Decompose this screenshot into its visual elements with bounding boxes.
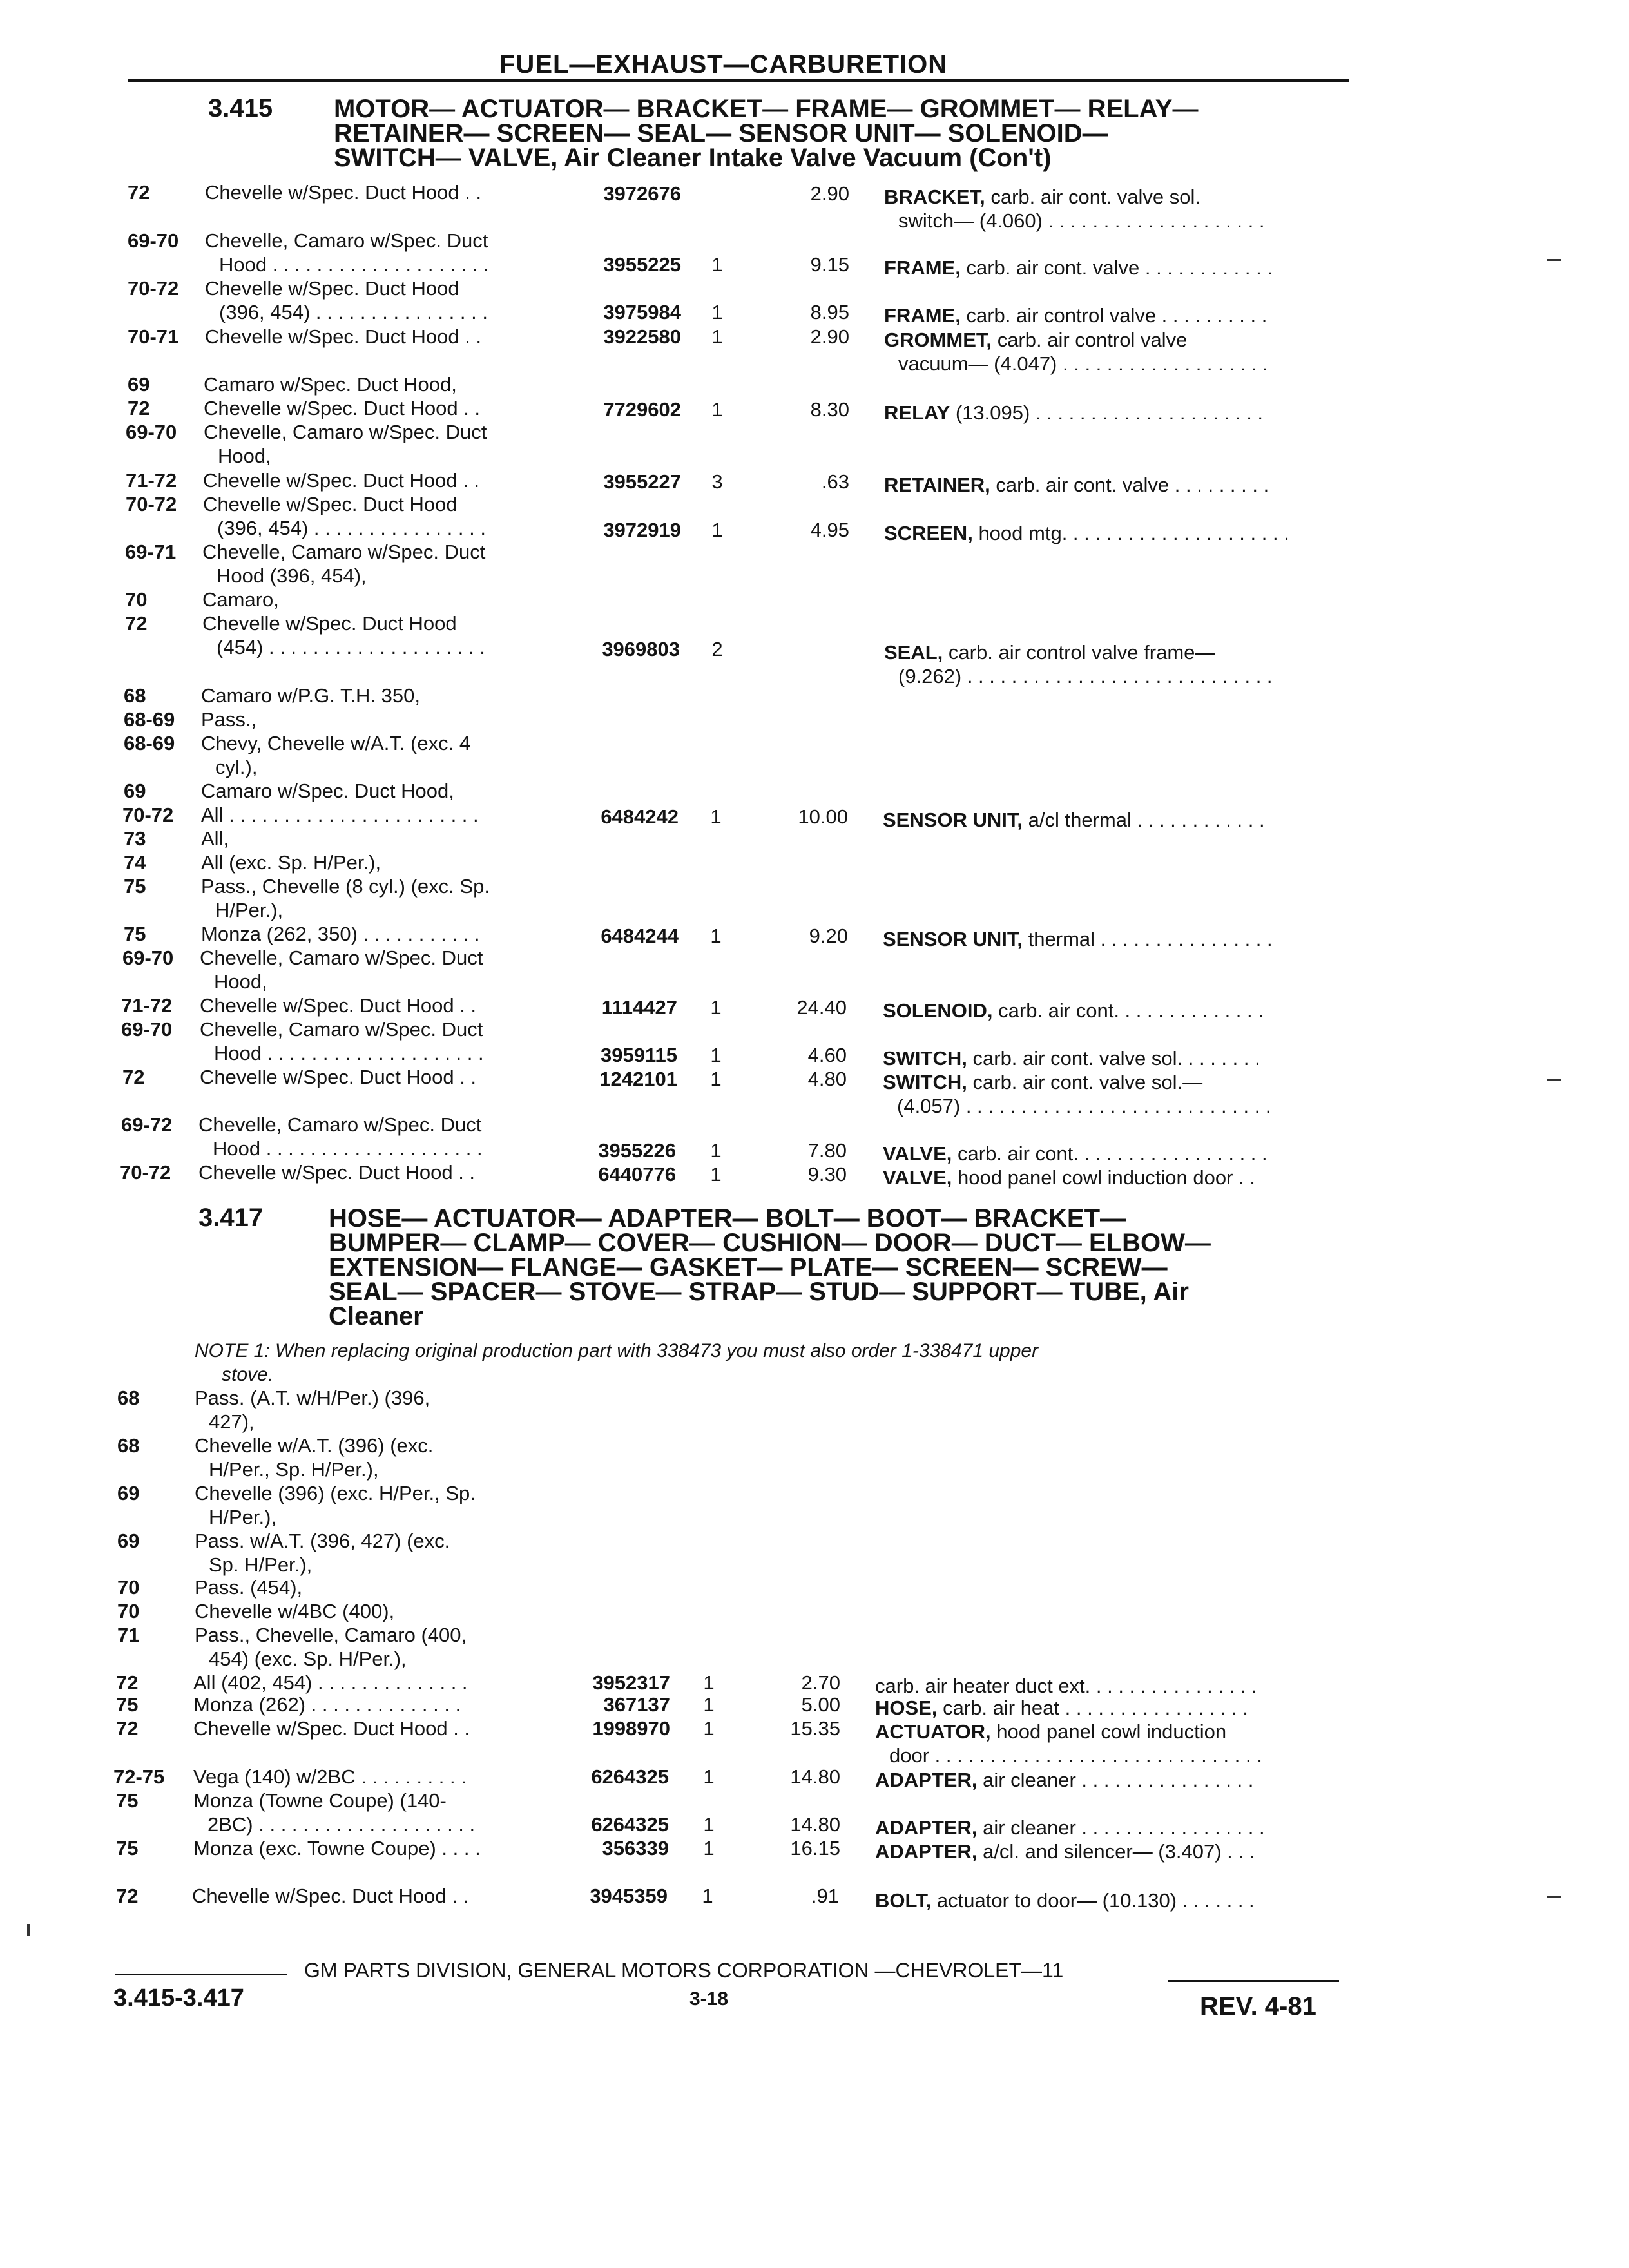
header-rule	[128, 79, 1349, 82]
section-number: 3.417	[198, 1204, 264, 1232]
application-text: Camaro,	[202, 588, 279, 611]
part-detail: carb. air cont. valve . . . . . . . . . . . .	[966, 256, 1273, 279]
section-title	[334, 97, 1198, 170]
part-name: GROMMET,	[884, 329, 992, 351]
part-number: 6264325	[591, 1813, 669, 1836]
part-detail: carb. air cont. valve . . . . . . . . .	[996, 474, 1269, 496]
part-name: SWITCH,	[883, 1047, 967, 1070]
section-title-line: EXTENSION— FLANGE— GASKET— PLATE— SCREEN— SCREW—	[329, 1253, 1168, 1282]
quantity: 3	[711, 470, 723, 493]
model-year: 72	[116, 1671, 139, 1694]
part-description-cont: (4.057) . . . . . . . . . . . . . . . . . . . . . . . . . . . .	[897, 1095, 1271, 1117]
part-description	[884, 522, 1289, 545]
quantity: 1	[710, 805, 722, 828]
model-year: 69-70	[121, 1018, 173, 1041]
quantity: 1	[710, 1163, 722, 1186]
part-description	[875, 1840, 1255, 1863]
part-number: 3945359	[590, 1885, 668, 1907]
part-description	[884, 474, 1269, 497]
part-name: RETAINER,	[884, 474, 990, 496]
part-name: RELAY	[884, 401, 950, 424]
price: 16.15	[790, 1837, 840, 1860]
application-text: All . . . . . . . . . . . . . . . . . . . . . . .	[201, 803, 479, 826]
quantity: 1	[703, 1671, 715, 1694]
model-year: 70-72	[128, 277, 179, 300]
model-year: 69	[124, 780, 146, 802]
part-description	[883, 1142, 1268, 1166]
quantity: 2	[711, 638, 723, 660]
application-text: Chevelle w/4BC (400),	[195, 1600, 395, 1622]
price: 24.40	[796, 996, 847, 1019]
margin-mark	[1547, 1896, 1561, 1898]
application-text: Pass. (A.T. w/H/Per.) (396,	[195, 1387, 430, 1409]
part-name: FRAME,	[884, 304, 961, 327]
part-description	[884, 186, 1200, 209]
application-text: Vega (140) w/2BC . . . . . . . . . .	[193, 1765, 467, 1788]
quantity: 1	[710, 1139, 722, 1162]
part-number: 3969803	[602, 638, 680, 660]
price: 9.15	[810, 253, 849, 276]
model-year: 72	[122, 1066, 145, 1088]
model-year: 71-72	[121, 994, 173, 1017]
part-detail: carb. air control valve	[997, 329, 1188, 351]
model-year: 70	[117, 1576, 140, 1599]
part-name: SOLENOID,	[883, 999, 993, 1022]
part-name: SENSOR UNIT,	[883, 809, 1023, 831]
model-year: 72	[128, 181, 150, 204]
application-text: Pass., Chevelle (8 cyl.) (exc. Sp.	[201, 875, 490, 898]
application-text: Chevelle w/Spec. Duct Hood . .	[203, 469, 480, 492]
price: 8.30	[810, 398, 849, 421]
model-year: 69	[117, 1482, 140, 1504]
part-number: 3955225	[603, 253, 681, 276]
quantity: 1	[703, 1717, 715, 1740]
part-number: 3922580	[603, 325, 681, 348]
application-text: Chevelle w/Spec. Duct Hood	[203, 493, 458, 515]
model-year: 75	[116, 1789, 139, 1812]
model-year: 72-75	[113, 1765, 165, 1788]
price: 2.70	[801, 1671, 840, 1694]
part-description	[875, 1675, 1257, 1698]
model-year: 69-70	[126, 421, 177, 443]
application-text: Hood (396, 454),	[217, 564, 367, 587]
application-text: Chevelle, Camaro w/Spec. Duct	[200, 947, 483, 969]
quantity: 1	[711, 301, 723, 323]
quantity: 1	[710, 925, 722, 947]
application-text: Camaro w/Spec. Duct Hood,	[201, 780, 454, 802]
application-text: Camaro w/Spec. Duct Hood,	[204, 373, 457, 396]
application-text: Chevelle w/Spec. Duct Hood . .	[205, 325, 482, 348]
footer-rule-left	[115, 1974, 287, 1975]
model-year: 68-69	[124, 708, 175, 731]
application-text: Hood,	[218, 445, 271, 467]
margin-mark	[1547, 1079, 1561, 1081]
quantity: 1	[711, 398, 723, 421]
model-year: 68	[117, 1434, 140, 1457]
quantity: 1	[711, 519, 723, 541]
part-name: ADAPTER,	[875, 1769, 978, 1791]
part-name: SEAL,	[884, 641, 943, 664]
part-description-cont: vacuum— (4.047) . . . . . . . . . . . . . . . . . . .	[898, 352, 1268, 375]
model-year: 70	[125, 588, 148, 611]
part-number: 356339	[602, 1837, 669, 1860]
part-detail: carb. air cont. valve sol.	[990, 186, 1200, 208]
footer-section-range: 3.415-3.417	[113, 1984, 244, 2012]
part-detail: hood panel cowl induction	[996, 1720, 1227, 1743]
part-name: ADAPTER,	[875, 1816, 978, 1839]
model-year: 69	[117, 1530, 140, 1552]
price: 15.35	[790, 1717, 840, 1740]
part-description	[875, 1696, 1248, 1720]
model-year: 70-72	[126, 493, 177, 515]
part-name: SENSOR UNIT,	[883, 928, 1023, 950]
price: .91	[811, 1885, 839, 1907]
model-year: 70-72	[122, 803, 174, 826]
part-detail: hood mtg. . . . . . . . . . . . . . . . . . . . .	[978, 522, 1289, 544]
application-text: Hood,	[214, 970, 267, 993]
application-text: All (exc. Sp. H/Per.),	[201, 851, 381, 874]
model-year: 69-70	[128, 229, 179, 252]
price: 4.95	[810, 519, 849, 541]
part-name: BOLT,	[875, 1889, 932, 1912]
part-number: 6484244	[601, 925, 679, 947]
part-name: HOSE,	[875, 1696, 938, 1719]
price: 7.80	[807, 1139, 847, 1162]
part-description	[883, 809, 1265, 832]
section-number: 3.415	[208, 94, 273, 122]
application-text: 427),	[209, 1410, 255, 1433]
model-year: 69-70	[122, 947, 174, 969]
model-year: 68	[117, 1387, 140, 1409]
part-number: 3972919	[603, 519, 681, 541]
application-text: Pass., Chevelle, Camaro (400,	[195, 1624, 467, 1646]
part-description	[883, 1047, 1260, 1070]
part-name: VALVE,	[883, 1142, 952, 1165]
application-text: Pass. (454),	[195, 1576, 303, 1599]
price: 8.95	[810, 301, 849, 323]
application-text: 454) (exc. Sp. H/Per.),	[209, 1648, 407, 1670]
part-number: 1998970	[592, 1717, 670, 1740]
model-year: 69	[128, 373, 150, 396]
quantity: 1	[710, 996, 722, 1019]
application-text: Chevelle w/Spec. Duct Hood . .	[200, 994, 477, 1017]
page-header: FUEL—EXHAUST—CARBURETION	[499, 50, 948, 79]
price: 9.20	[809, 925, 848, 947]
application-text: (396, 454) . . . . . . . . . . . . . . . .	[219, 301, 488, 323]
part-description	[883, 928, 1273, 951]
price: 14.80	[790, 1813, 840, 1836]
part-description	[884, 304, 1267, 327]
application-text: (396, 454) . . . . . . . . . . . . . . . .	[217, 517, 486, 539]
model-year: 70	[117, 1600, 140, 1622]
quantity: 1	[703, 1837, 715, 1860]
part-detail: a/cl thermal . . . . . . . . . . . .	[1028, 809, 1265, 831]
part-description-cont: (9.262) . . . . . . . . . . . . . . . . . . . . . . . . . . . .	[898, 665, 1273, 687]
application-text: Hood . . . . . . . . . . . . . . . . . . . .	[219, 253, 489, 276]
margin-mark	[27, 1924, 30, 1936]
price: 4.80	[807, 1068, 847, 1090]
part-name: SWITCH,	[883, 1071, 967, 1093]
part-description	[884, 641, 1215, 664]
quantity: 1	[711, 325, 723, 348]
part-description	[884, 401, 1263, 425]
part-description	[883, 1166, 1255, 1189]
price: 10.00	[798, 805, 848, 828]
section-title-line: BUMPER— CLAMP— COVER— CUSHION— DOOR— DUCT— ELBOW—	[329, 1229, 1211, 1257]
part-detail: air cleaner . . . . . . . . . . . . . . . .	[983, 1769, 1254, 1791]
part-detail: (13.095) . . . . . . . . . . . . . . . . . . . . .	[955, 401, 1264, 424]
application-text: H/Per.),	[209, 1506, 277, 1528]
part-detail: thermal . . . . . . . . . . . . . . . .	[1028, 928, 1273, 950]
price: 2.90	[810, 325, 849, 348]
part-detail: hood panel cowl induction door . .	[958, 1166, 1255, 1189]
application-text: Chevelle w/Spec. Duct Hood . .	[200, 1066, 477, 1088]
application-text: All (402, 454) . . . . . . . . . . . . . .	[193, 1671, 468, 1694]
model-year: 73	[124, 827, 146, 850]
application-text: Pass. w/A.T. (396, 427) (exc.	[195, 1530, 450, 1552]
application-text: Chevelle w/A.T. (396) (exc.	[195, 1434, 434, 1457]
part-description	[884, 256, 1273, 280]
application-text: Hood . . . . . . . . . . . . . . . . . . . .	[213, 1137, 483, 1160]
part-number: 1242101	[599, 1068, 677, 1090]
model-year: 69-72	[121, 1113, 173, 1136]
part-detail: carb. air heater duct ext. . . . . . . . . . . . . . . .	[875, 1675, 1257, 1697]
part-description	[875, 1889, 1255, 1912]
application-text: (454) . . . . . . . . . . . . . . . . . . . .	[217, 636, 485, 658]
part-detail: carb. air cont. . . . . . . . . . . . . .	[998, 999, 1264, 1022]
application-text: Chevelle w/Spec. Duct Hood . .	[198, 1161, 476, 1184]
model-year: 69-71	[125, 541, 177, 563]
part-number: 1114427	[601, 996, 677, 1019]
footer-revision: REV. 4-81	[1200, 1992, 1316, 2021]
model-year: 72	[116, 1885, 139, 1907]
part-name: VALVE,	[883, 1166, 952, 1189]
part-description	[875, 1720, 1226, 1744]
part-detail: carb. air control valve frame—	[948, 641, 1215, 664]
note-text: NOTE 1: When replacing original production part with 338473 you must also order 1-338471 upper	[195, 1340, 1039, 1361]
application-text: Monza (262) . . . . . . . . . . . . . .	[193, 1693, 461, 1716]
part-name: ADAPTER,	[875, 1840, 978, 1863]
price: 14.80	[790, 1765, 840, 1788]
part-number: 3972676	[603, 182, 681, 205]
model-year: 70-71	[128, 325, 179, 348]
model-year: 71	[117, 1624, 140, 1646]
application-text: Chevelle w/Spec. Duct Hood . .	[193, 1717, 470, 1740]
price: 4.60	[807, 1044, 847, 1066]
application-text: Chevelle w/Spec. Duct Hood . .	[192, 1885, 469, 1907]
part-number: 3975984	[603, 301, 681, 323]
application-text: Chevelle, Camaro w/Spec. Duct	[202, 541, 486, 563]
model-year: 75	[124, 875, 146, 898]
application-text: All,	[201, 827, 229, 850]
quantity: 1	[703, 1693, 715, 1716]
section-title-line: MOTOR— ACTUATOR— BRACKET— FRAME— GROMMET— RELAY—	[334, 95, 1199, 123]
application-text: Chevelle, Camaro w/Spec. Duct	[205, 229, 488, 252]
application-text: Monza (262, 350) . . . . . . . . . . .	[201, 923, 480, 945]
application-text: H/Per., Sp. H/Per.),	[209, 1458, 379, 1481]
application-text: Chevelle w/Spec. Duct Hood . .	[205, 181, 482, 204]
application-text: Chevelle, Camaro w/Spec. Duct	[198, 1113, 482, 1136]
quantity: 1	[702, 1885, 713, 1907]
part-detail: actuator to door— (10.130) . . . . . . .	[936, 1889, 1255, 1912]
quantity: 1	[703, 1813, 715, 1836]
model-year: 68-69	[124, 732, 175, 754]
application-text: H/Per.),	[215, 899, 284, 921]
part-name: FRAME,	[884, 256, 961, 279]
part-number: 6484242	[601, 805, 679, 828]
model-year: 72	[128, 397, 150, 419]
model-year: 71-72	[126, 469, 177, 492]
section-title-line: SEAL— SPACER— STOVE— STRAP— STUD— SUPPORT— TUBE, Air	[329, 1278, 1189, 1306]
application-text: cyl.),	[215, 756, 258, 778]
footer-rule-right	[1168, 1980, 1339, 1982]
application-text: Chevelle w/Spec. Duct Hood	[202, 612, 457, 635]
price: 2.90	[810, 182, 849, 205]
price: 9.30	[807, 1163, 847, 1186]
application-text: 2BC) . . . . . . . . . . . . . . . . . . . .	[207, 1813, 476, 1836]
part-description-cont: door . . . . . . . . . . . . . . . . . . . . . . . . . . . . . .	[889, 1744, 1262, 1767]
model-year: 75	[116, 1837, 139, 1860]
quantity: 1	[710, 1044, 722, 1066]
part-detail: air cleaner . . . . . . . . . . . . . . . . .	[983, 1816, 1265, 1839]
application-text: Hood . . . . . . . . . . . . . . . . . . . .	[214, 1042, 484, 1064]
price: 5.00	[801, 1693, 840, 1716]
application-text: Monza (Towne Coupe) (140-	[193, 1789, 447, 1812]
model-year: 68	[124, 684, 146, 707]
section-title	[329, 1206, 1211, 1329]
application-text: Chevelle w/Spec. Duct Hood	[205, 277, 459, 300]
application-text: Sp. H/Per.),	[209, 1553, 313, 1576]
section-title-line: RETAINER— SCREEN— SEAL— SENSOR UNIT— SOLENOID—	[334, 119, 1108, 148]
part-detail: a/cl. and silencer— (3.407) . . .	[983, 1840, 1255, 1863]
part-description-cont: switch— (4.060) . . . . . . . . . . . . . . . . . . . .	[898, 209, 1265, 232]
quantity: 1	[711, 253, 723, 276]
model-year: 72	[116, 1717, 139, 1740]
application-text: Chevelle, Camaro w/Spec. Duct	[204, 421, 487, 443]
part-description	[884, 329, 1187, 352]
part-description	[875, 1816, 1265, 1840]
quantity: 1	[710, 1068, 722, 1090]
application-text: Chevelle (396) (exc. H/Per., Sp.	[195, 1482, 476, 1504]
part-description	[883, 1071, 1202, 1094]
application-text: Chevelle w/Spec. Duct Hood . .	[204, 397, 481, 419]
part-detail: carb. air heat . . . . . . . . . . . . . . . . .	[943, 1696, 1248, 1719]
footer-page-number: 3-18	[689, 1988, 729, 2010]
application-text: Chevelle, Camaro w/Spec. Duct	[200, 1018, 483, 1041]
part-name: ACTUATOR,	[875, 1720, 991, 1743]
part-detail: carb. air cont. . . . . . . . . . . . . . . . . .	[958, 1142, 1268, 1165]
part-number: 367137	[603, 1693, 670, 1716]
section-title-line: HOSE— ACTUATOR— ADAPTER— BOLT— BOOT— BRACKET—	[329, 1204, 1126, 1233]
part-detail: carb. air cont. valve sol.—	[972, 1071, 1203, 1093]
section-title-line: SWITCH— VALVE, Air Cleaner Intake Valve Vacuum (Con't)	[334, 144, 1052, 172]
part-number: 6264325	[591, 1765, 669, 1788]
part-number: 7729602	[603, 398, 681, 421]
application-text: Camaro w/P.G. T.H. 350,	[201, 684, 421, 707]
application-text: Chevy, Chevelle w/A.T. (exc. 4	[201, 732, 471, 754]
section-title-line: Cleaner	[329, 1302, 423, 1331]
note-text-cont: stove.	[222, 1364, 274, 1385]
margin-mark	[1547, 259, 1561, 261]
part-number: 3955226	[598, 1139, 676, 1162]
application-text: Monza (exc. Towne Coupe) . . . .	[193, 1837, 481, 1860]
model-year: 72	[125, 612, 148, 635]
model-year: 70-72	[120, 1161, 171, 1184]
part-description	[883, 999, 1264, 1023]
part-detail: carb. air control valve . . . . . . . . . .	[966, 304, 1268, 327]
part-description	[875, 1769, 1253, 1792]
model-year: 74	[124, 851, 146, 874]
part-name: SCREEN,	[884, 522, 973, 544]
application-text: Pass.,	[201, 708, 257, 731]
part-detail: carb. air cont. valve sol. . . . . . . .	[972, 1047, 1260, 1070]
part-number: 3952317	[592, 1671, 670, 1694]
model-year: 75	[124, 923, 146, 945]
part-number: 3959115	[601, 1044, 677, 1066]
part-number: 6440776	[598, 1163, 676, 1186]
price: .63	[821, 470, 849, 493]
part-number: 3955227	[603, 470, 681, 493]
quantity: 1	[703, 1765, 715, 1788]
part-name: BRACKET,	[884, 186, 985, 208]
model-year: 75	[116, 1693, 139, 1716]
footer-line: GM PARTS DIVISION, GENERAL MOTORS CORPORATION —CHEVROLET—11	[304, 1959, 1064, 1982]
